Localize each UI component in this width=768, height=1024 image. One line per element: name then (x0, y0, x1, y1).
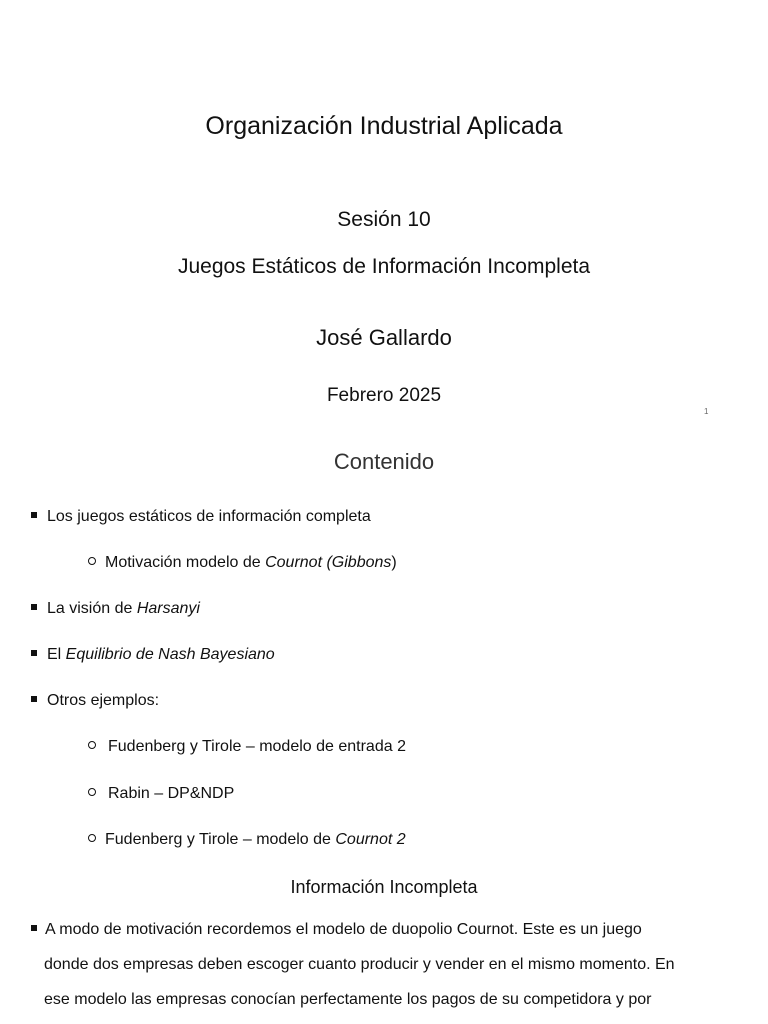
list-item-text: Otros ejemplos: (47, 692, 160, 709)
list-item-text: Motivación modelo de (105, 554, 266, 571)
contents-heading: Contenido (333, 449, 435, 474)
square-bullet-icon (31, 604, 37, 610)
document-title: Organización Industrial Aplicada (205, 112, 563, 140)
circle-bullet-icon (88, 741, 96, 749)
list-item (31, 600, 200, 618)
circle-bullet-icon (88, 834, 96, 842)
list-item-italic: Equilibrio de Nash Bayesiano (65, 646, 275, 663)
list-item (31, 508, 371, 526)
list-item-italic: Harsanyi (136, 600, 200, 617)
paragraph-line: ese modelo las empresas conocían perfectamente los pagos de su competidora y por (44, 991, 652, 1008)
paragraph-line (31, 912, 733, 947)
square-bullet-icon (31, 650, 37, 656)
list-item-text: El (47, 646, 66, 663)
document-subtitle: Juegos Estáticos de Información Incompleta (177, 255, 591, 278)
list-item-text: ) (391, 554, 397, 571)
list-item (31, 692, 159, 710)
author-name: José Gallardo (316, 325, 452, 350)
list-item-italic: Cournot 2 (335, 831, 406, 848)
section-heading: Información Incompleta (290, 877, 478, 897)
square-bullet-icon (31, 925, 37, 931)
circle-bullet-icon (88, 788, 96, 796)
list-item-text: Fudenberg y Tirole – modelo de entrada 2 (108, 738, 406, 755)
list-item-text: Los juegos estáticos de información completa (47, 508, 371, 525)
list-item (31, 646, 275, 664)
list-item (88, 831, 406, 849)
list-item-text: La visión de (47, 600, 137, 617)
square-bullet-icon (31, 512, 37, 518)
page-number: 1 (704, 407, 709, 416)
list-item (88, 554, 397, 572)
section-paragraph (31, 912, 733, 1017)
paragraph-text: A modo de motivación recordemos el modelo de duopolio Cournot. Este es un juego (45, 921, 642, 938)
square-bullet-icon (31, 696, 37, 702)
list-item (88, 738, 406, 756)
session-label: Sesión 10 (337, 208, 431, 231)
circle-bullet-icon (88, 557, 96, 565)
list-item (88, 785, 234, 803)
paragraph-line: donde dos empresas deben escoger cuanto producir y vender en el mismo momento. En (44, 956, 675, 973)
document-date: Febrero 2025 (326, 385, 442, 406)
list-item-italic: Cournot (Gibbons (265, 554, 392, 571)
list-item-text: Fudenberg y Tirole – modelo de (105, 831, 336, 848)
list-item-text: Rabin – DP&NDP (108, 785, 235, 802)
